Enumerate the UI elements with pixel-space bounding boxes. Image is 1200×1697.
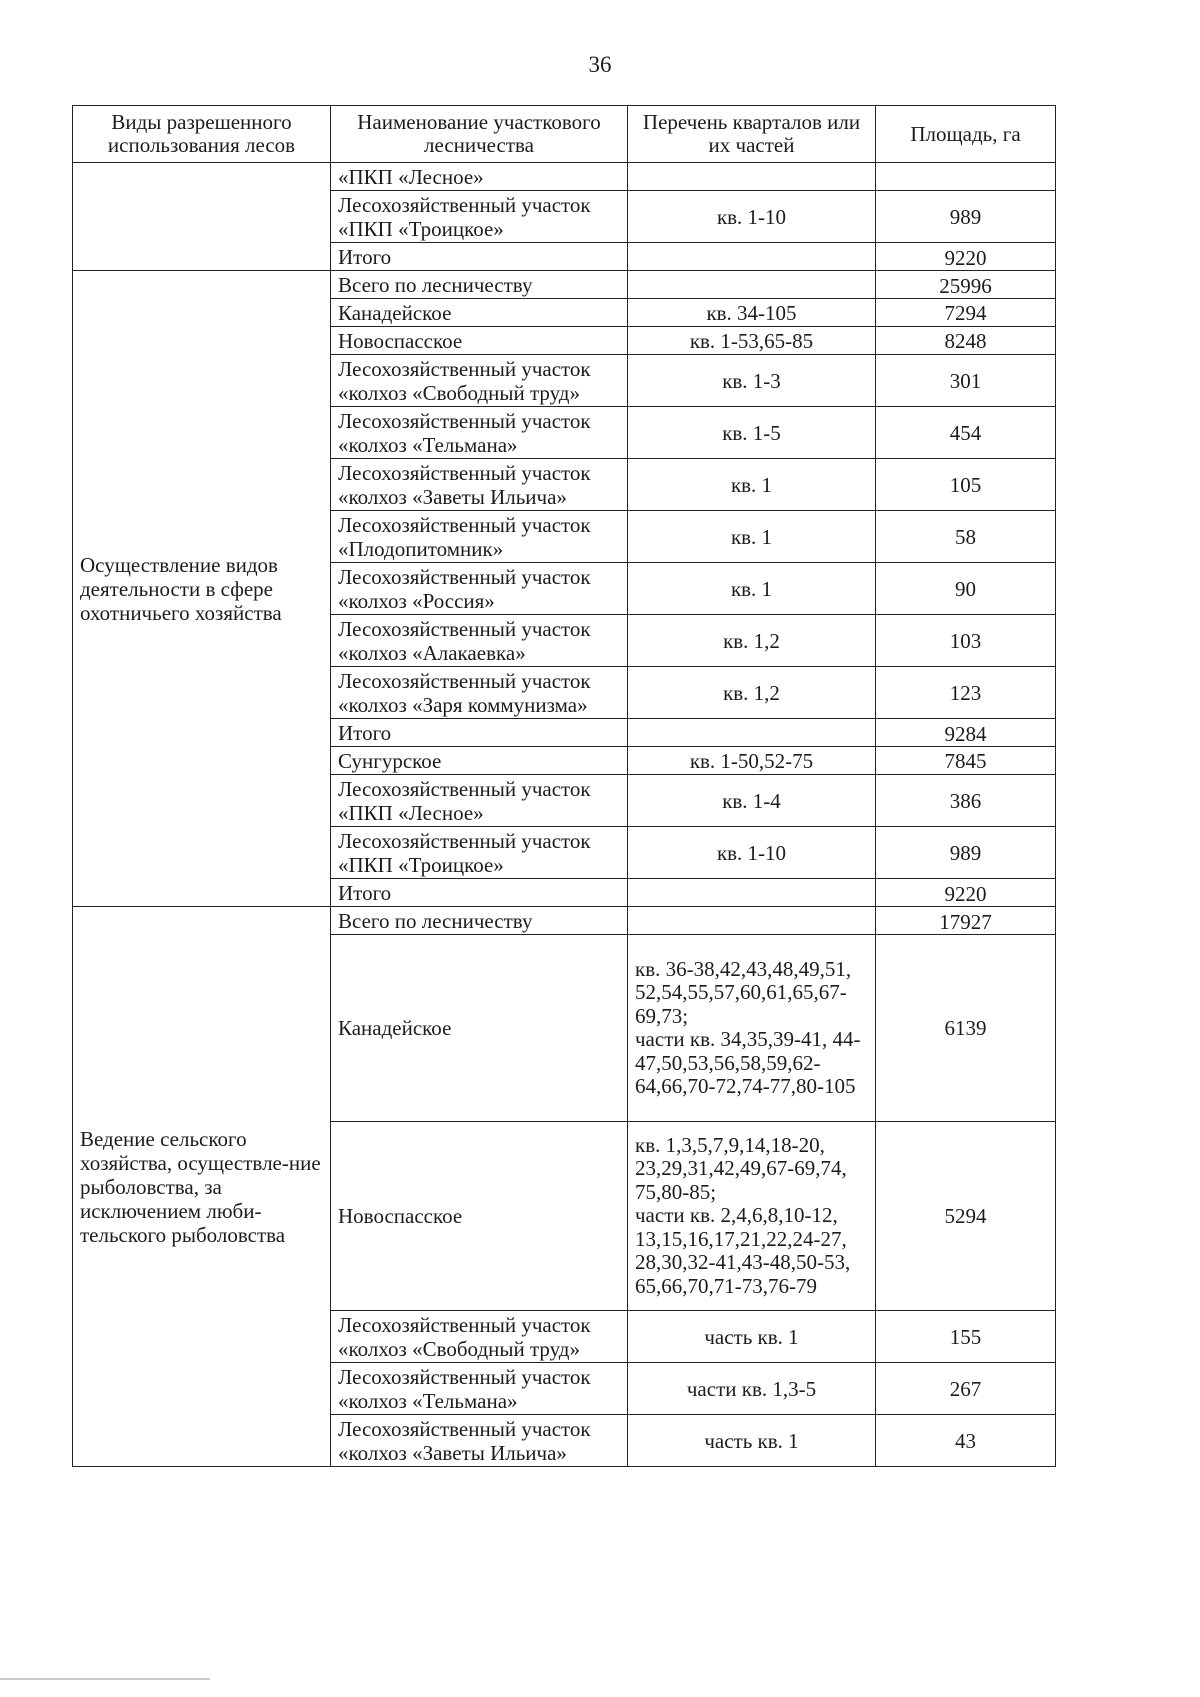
forestry-name-cell: Новоспасское [331, 1122, 628, 1311]
quarters-cell: кв. 1 [628, 459, 876, 511]
forestry-name-cell: Канадейское [331, 299, 628, 327]
quarters-cell: кв. 36-38,42,43,48,49,51, 52,54,55,57,60,61,65,67-69,73; части кв. 34,35,39-41, 44-47,50,53,56,58,59,62-64,66,70-72,74-77,80-105 [628, 935, 876, 1122]
area-cell: 123 [876, 667, 1056, 719]
table-header-row [73, 106, 1056, 163]
forestry-name-cell: Всего по лесничеству [331, 271, 628, 299]
header-area: Площадь, га [876, 106, 1056, 163]
forestry-name-cell: Лесохозяйственный участок «колхоз «Свободный труд» [331, 1311, 628, 1363]
use-type-cell: Ведение сельского хозяйства, осуществле-ние рыболовства, за исключением люби-тельского рыболовства [73, 907, 331, 1467]
forestry-name-cell: Итого [331, 243, 628, 271]
table-row [73, 907, 1056, 935]
forestry-name-cell: Лесохозяйственный участок «колхоз «Россия» [331, 563, 628, 615]
area-cell: 989 [876, 191, 1056, 243]
quarters-cell: кв. 1-5 [628, 407, 876, 459]
forestry-name-cell: «ПКП «Лесное» [331, 163, 628, 191]
quarters-cell [628, 719, 876, 747]
quarters-cell: кв. 1-4 [628, 775, 876, 827]
header-quarters: Перечень кварталов или их частей [628, 106, 876, 163]
forest-use-table [72, 105, 1056, 1467]
area-cell: 7294 [876, 299, 1056, 327]
area-cell: 43 [876, 1415, 1056, 1467]
area-cell: 9284 [876, 719, 1056, 747]
page-number: 36 [588, 52, 612, 77]
forestry-name-cell: Сунгурское [331, 747, 628, 775]
use-type-cell [73, 163, 331, 271]
area-cell [876, 163, 1056, 191]
forestry-name-cell: Лесохозяйственный участок «колхоз «Алакаевка» [331, 615, 628, 667]
header-forestry: Наименование участкового лесничества [331, 106, 628, 163]
quarters-cell: кв. 1-10 [628, 191, 876, 243]
quarters-cell [628, 907, 876, 935]
quarters-cell: части кв. 1,3-5 [628, 1363, 876, 1415]
header-use: Виды разрешенного использования лесов [73, 106, 331, 163]
forestry-name-cell: Лесохозяйственный участок «колхоз «Заветы Ильича» [331, 459, 628, 511]
area-cell: 103 [876, 615, 1056, 667]
quarters-cell [628, 271, 876, 299]
area-cell: 155 [876, 1311, 1056, 1363]
area-cell: 454 [876, 407, 1056, 459]
quarters-cell: кв. 1,2 [628, 615, 876, 667]
forestry-name-cell: Всего по лесничеству [331, 907, 628, 935]
area-cell: 9220 [876, 243, 1056, 271]
use-type-cell: Осуществление видов деятельности в сфере охотничьего хозяйства [73, 271, 331, 907]
area-cell: 17927 [876, 907, 1056, 935]
quarters-cell: кв. 1 [628, 511, 876, 563]
area-cell: 386 [876, 775, 1056, 827]
quarters-cell: кв. 34-105 [628, 299, 876, 327]
quarters-cell: кв. 1-3 [628, 355, 876, 407]
area-cell: 105 [876, 459, 1056, 511]
quarters-cell: кв. 1,2 [628, 667, 876, 719]
area-cell: 25996 [876, 271, 1056, 299]
forestry-name-cell: Канадейское [331, 935, 628, 1122]
forestry-name-cell: Лесохозяйственный участок «колхоз «Тельмана» [331, 1363, 628, 1415]
quarters-cell: кв. 1-53,65-85 [628, 327, 876, 355]
quarters-cell: часть кв. 1 [628, 1311, 876, 1363]
forestry-name-cell: Лесохозяйственный участок «ПКП «Лесное» [331, 775, 628, 827]
forestry-name-cell: Лесохозяйственный участок «колхоз «Заветы Ильича» [331, 1415, 628, 1467]
forestry-name-cell: Лесохозяйственный участок «ПКП «Троицкое» [331, 191, 628, 243]
area-cell: 5294 [876, 1122, 1056, 1311]
forestry-name-cell: Итого [331, 879, 628, 907]
area-cell: 989 [876, 827, 1056, 879]
quarters-cell [628, 243, 876, 271]
forestry-name-cell: Лесохозяйственный участок «колхоз «Свободный труд» [331, 355, 628, 407]
forestry-name-cell: Новоспасское [331, 327, 628, 355]
area-cell: 90 [876, 563, 1056, 615]
area-cell: 9220 [876, 879, 1056, 907]
area-cell: 58 [876, 511, 1056, 563]
quarters-cell: кв. 1-50,52-75 [628, 747, 876, 775]
quarters-cell: кв. 1-10 [628, 827, 876, 879]
forestry-name-cell: Лесохозяйственный участок «ПКП «Троицкое» [331, 827, 628, 879]
area-cell: 301 [876, 355, 1056, 407]
table-row [73, 271, 1056, 299]
forestry-name-cell: Лесохозяйственный участок «Плодопитомник» [331, 511, 628, 563]
quarters-cell: кв. 1,3,5,7,9,14,18-20, 23,29,31,42,49,67-69,74, 75,80-85; части кв. 2,4,6,8,10-12, 13,15,16,17,21,22,24-27, 28,30,32-41,43-48,50-53, 65,66,70,71-73,76-79 [628, 1122, 876, 1311]
forestry-name-cell: Итого [331, 719, 628, 747]
scan-edge-line [0, 1678, 210, 1680]
area-cell: 8248 [876, 327, 1056, 355]
quarters-cell: часть кв. 1 [628, 1415, 876, 1467]
quarters-cell [628, 163, 876, 191]
forestry-name-cell: Лесохозяйственный участок «колхоз «Заря коммунизма» [331, 667, 628, 719]
area-cell: 267 [876, 1363, 1056, 1415]
forestry-name-cell: Лесохозяйственный участок «колхоз «Тельмана» [331, 407, 628, 459]
area-cell: 7845 [876, 747, 1056, 775]
quarters-cell [628, 879, 876, 907]
area-cell: 6139 [876, 935, 1056, 1122]
table-row [73, 163, 1056, 191]
quarters-cell: кв. 1 [628, 563, 876, 615]
table-body [73, 163, 1056, 1467]
